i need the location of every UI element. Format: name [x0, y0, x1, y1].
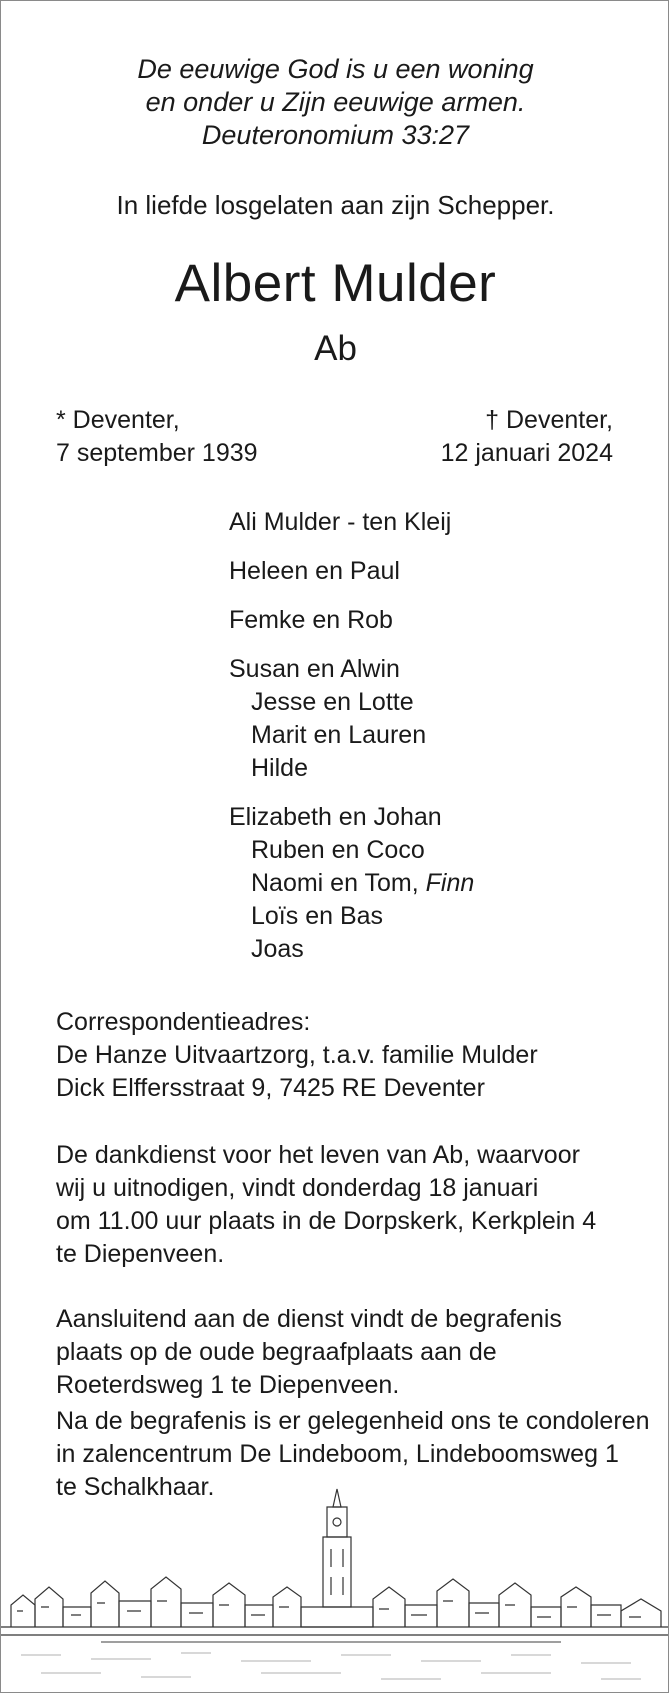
birth-place: * Deventer,: [56, 406, 180, 434]
family-list: [229, 506, 474, 982]
service-paragraph: [56, 1139, 616, 1271]
paragraph-line: wij u uitnodigen, vindt donderdag 18 januari: [56, 1174, 539, 1202]
birth-date: 7 september 1939: [56, 439, 258, 467]
family-group-3: Femke en Rob: [229, 606, 393, 634]
grandchild: Ruben en Coco: [251, 836, 425, 864]
deceased-name: Albert Mulder: [174, 254, 497, 313]
grandchild: Loïs en Bas: [251, 902, 384, 930]
paragraph-line: Aansluitend aan de dienst vindt de begrafenis: [56, 1305, 562, 1333]
paragraph-line: Na de begrafenis is er gelegenheid ons te condoleren: [56, 1407, 650, 1435]
grandchild: Hilde: [251, 754, 308, 782]
paragraph-line: De dankdienst voor het leven van Ab, waarvoor: [56, 1141, 580, 1169]
paragraph-line: Roeterdsweg 1 te Diepenveen.: [56, 1371, 400, 1399]
burial-paragraph: [56, 1303, 616, 1402]
address-line-2: Dick Elffersstraat 9, 7425 RE Deventer: [56, 1074, 485, 1102]
correspondence-address: [56, 1006, 538, 1105]
grandchild: Marit en Lauren: [251, 721, 427, 749]
paragraph-line: te Schalkhaar.: [56, 1473, 215, 1501]
great-grandchild: Finn: [425, 869, 475, 897]
family-group-2: Heleen en Paul: [229, 557, 400, 585]
death-info: [441, 404, 613, 470]
verse-reference: Deuteronomium 33:27: [201, 120, 470, 150]
family-group-5-head: Elizabeth en Johan: [229, 803, 442, 831]
address-label: Correspondentieadres:: [56, 1008, 311, 1036]
paragraph-line: te Diepenveen.: [56, 1240, 225, 1268]
paragraph-line: in zalencentrum De Lindeboom, Lindeboomsweg 1: [56, 1440, 619, 1468]
grandchild: Jesse en Lotte: [251, 688, 414, 716]
spouse-name: Ali Mulder - ten Kleij: [229, 508, 452, 536]
verse-line-1: De eeuwige God is u een woning: [137, 54, 534, 84]
grandchild-names: Naomi en Tom,: [251, 869, 419, 897]
grandchild-with-great-grandchild: [229, 867, 474, 900]
deceased-nickname: Ab: [314, 329, 357, 368]
birth-info: [56, 404, 258, 470]
death-date: 12 januari 2024: [440, 439, 613, 467]
deventer-skyline-illustration: [1, 1477, 669, 1692]
verse-line-2: en onder u Zijn eeuwige armen.: [145, 87, 526, 117]
paragraph-line: om 11.00 uur plaats in de Dorpskerk, Kerkplein 4: [56, 1207, 597, 1235]
address-line-1: De Hanze Uitvaartzorg, t.a.v. familie Mulder: [56, 1041, 538, 1069]
grandchild: Joas: [251, 935, 304, 963]
bible-verse: [1, 53, 669, 152]
intro-text: In liefde losgelaten aan zijn Schepper.: [116, 190, 555, 220]
paragraph-line: plaats op de oude begraafplaats aan de: [56, 1338, 497, 1366]
death-place: † Deventer,: [485, 406, 613, 434]
family-group-4-head: Susan en Alwin: [229, 655, 400, 683]
